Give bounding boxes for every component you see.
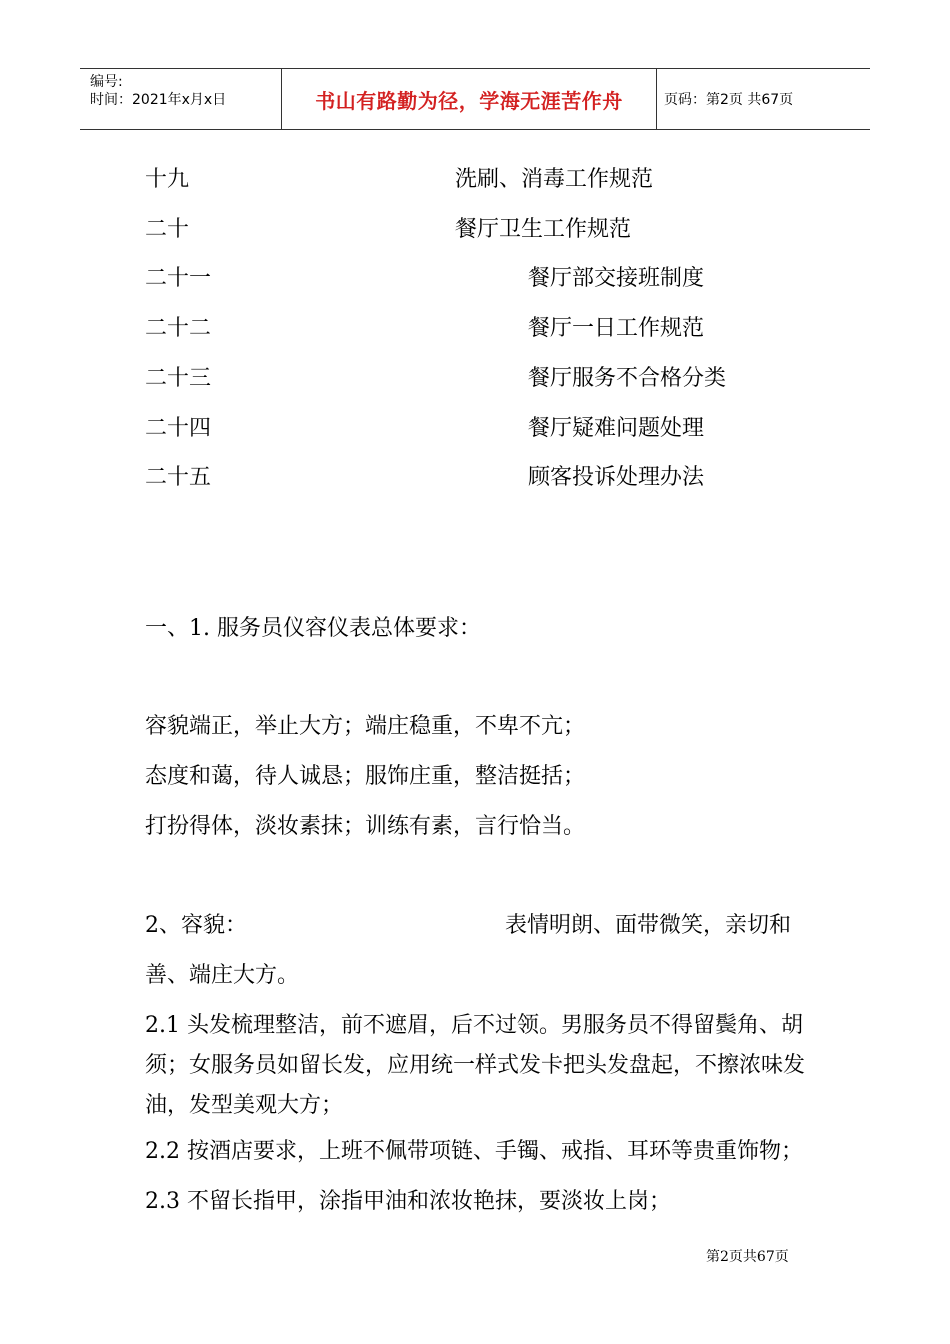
header-page-cell (656, 69, 870, 129)
toc-title: 餐厅部交接班制度 (528, 266, 705, 291)
toc-title: 餐厅一日工作规范 (528, 316, 705, 341)
toc-title: 餐厅疑难问题处理 (528, 416, 705, 441)
toc-item (145, 463, 795, 493)
toc-number: 二十二 (145, 316, 212, 341)
doc-number-label: 编号: (90, 74, 123, 90)
toc-title: 餐厅服务不合格分类 (528, 366, 727, 391)
toc-item (145, 264, 795, 294)
paragraph-line: 打扮得体，淡妆素抹；训练有素，言行恰当。 (145, 814, 586, 839)
toc-title: 餐厅卫生工作规范 (455, 217, 632, 242)
toc-number: 二十三 (145, 366, 212, 391)
section-heading-continued: 善、端庄大方。 (145, 963, 300, 988)
doc-time-label: 时间：2021年x月x日 (90, 92, 227, 108)
header-motto: 书山有路勤为径，学海无涯苦作舟 (315, 88, 623, 113)
paragraph-line: 容貌端正，举止大方；端庄稳重，不卑不亢； (145, 714, 586, 739)
paragraph: 2.3 不留长指甲，涂指甲油和浓妆艳抹，要淡妆上岗； (145, 1189, 671, 1214)
header-motto-cell (281, 69, 657, 129)
toc-item (145, 165, 745, 195)
toc-item (145, 364, 795, 394)
section-heading: 2、容貌： (145, 913, 247, 938)
toc-number: 十九 (145, 167, 190, 192)
paragraph: 2.1 头发梳理整洁，前不遮眉，后不过领。男服务员不得留鬓角、胡须；女服务员如留长发，应用统一样式发卡把头发盘起，不擦浓味发油，发型美观大方； (145, 1013, 806, 1118)
toc-number: 二十五 (145, 465, 212, 490)
page-footer: 第2页共67页 (706, 1249, 789, 1265)
page-header (80, 68, 870, 130)
toc-title: 洗刷、消毒工作规范 (455, 167, 654, 192)
header-page-label: 页码：第2页 共67页 (664, 92, 794, 108)
toc-item (145, 215, 745, 245)
section-heading-text: 表情明朗、面带微笑，亲切和 (505, 913, 792, 938)
section-heading: 一、1. 服务员仪容仪表总体要求： (145, 616, 481, 641)
header-meta (80, 69, 281, 129)
paragraph: 2.2 按酒店要求，上班不佩带项链、手镯、戒指、耳环等贵重饰物； (145, 1139, 803, 1164)
toc-number: 二十 (145, 217, 190, 242)
toc-number: 二十一 (145, 266, 212, 291)
paragraph-line: 态度和蔼，待人诚恳；服饰庄重，整洁挺括； (145, 764, 586, 789)
toc-title: 顾客投诉处理办法 (528, 465, 705, 490)
toc-item (145, 414, 795, 444)
toc-item (145, 314, 795, 344)
toc-number: 二十四 (145, 416, 212, 441)
